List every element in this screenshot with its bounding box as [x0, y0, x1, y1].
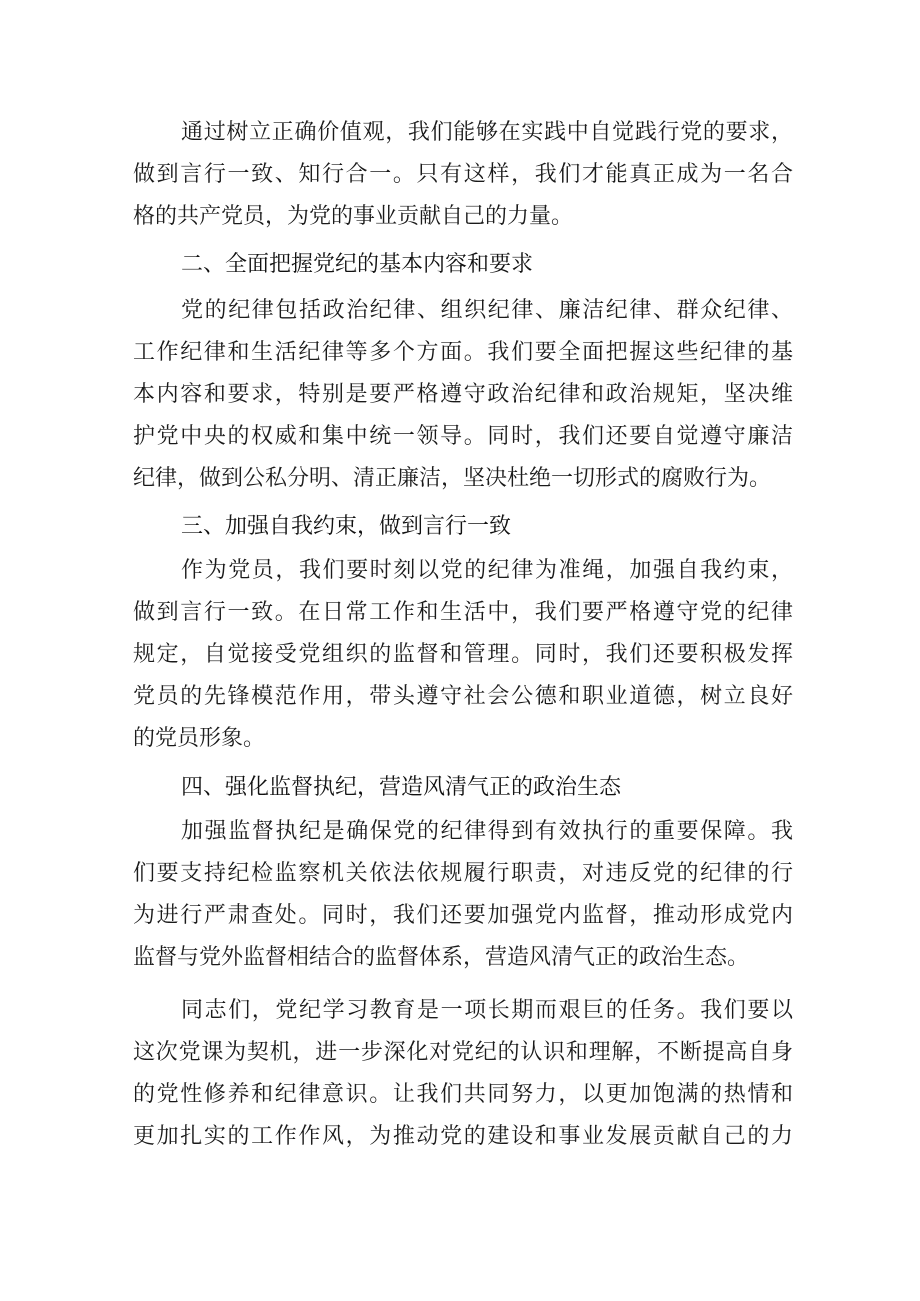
section-heading: 三、加强自我约束，做到言行一致	[181, 514, 512, 539]
paragraph-line: 监督与党外监督相结合的监督体系，营造风清气正的政治生态。	[133, 945, 750, 970]
paragraph-line: 工作纪律和生活纪律等多个方面。我们要全面把握这些纪律的基	[133, 340, 793, 365]
paragraph-line: 纪律，做到公私分明、清正廉洁，坚决杜绝一切形式的腐败行为。	[133, 466, 772, 491]
paragraph-line: 规定，自觉接受党组织的监督和管理。同时，我们还要积极发挥	[133, 642, 793, 667]
paragraph-line: 的党员形象。	[133, 726, 266, 751]
paragraph-line: 加强监督执纪是确保党的纪律得到有效执行的重要保障。我	[181, 819, 793, 844]
paragraph-line: 格的共产党员，为党的事业贡献自己的力量。	[133, 204, 574, 229]
paragraph-line: 做到言行一致。在日常工作和生活中，我们要严格遵守党的纪律	[133, 600, 793, 625]
paragraph-line: 本内容和要求，特别是要严格遵守政治纪律和政治规矩，坚决维	[133, 382, 793, 407]
paragraph-line: 们要支持纪检监察机关依法依规履行职责，对违反党的纪律的行	[133, 861, 793, 886]
paragraph-line: 作为党员，我们要时刻以党的纪律为准绳，加强自我约束，	[181, 558, 793, 583]
paragraph-line: 党的纪律包括政治纪律、组织纪律、廉洁纪律、群众纪律、	[181, 298, 793, 323]
paragraph-line: 党员的先锋模范作用，带头遵守社会公德和职业道德，树立良好	[133, 684, 793, 709]
paragraph-line: 同志们，党纪学习教育是一项长期而艰巨的任务。我们要以	[181, 998, 793, 1023]
paragraph-line: 为进行严肃查处。同时，我们还要加强党内监督，推动形成党内	[133, 903, 793, 928]
paragraph-line: 更加扎实的工作作风，为推动党的建设和事业发展贡献自己的力	[133, 1124, 793, 1149]
paragraph-line: 通过树立正确价值观，我们能够在实践中自觉践行党的要求，	[181, 120, 793, 145]
paragraph-line: 做到言行一致、知行合一。只有这样，我们才能真正成为一名合	[133, 162, 793, 187]
section-heading: 四、强化监督执纪，营造风清气正的政治生态	[181, 775, 622, 800]
paragraph-line: 护党中央的权威和集中统一领导。同时，我们还要自觉遵守廉洁	[133, 424, 793, 449]
section-heading: 二、全面把握党纪的基本内容和要求	[181, 252, 534, 277]
paragraph-line: 这次党课为契机，进一步深化对党纪的认识和理解，不断提高自身	[133, 1040, 793, 1065]
paragraph-line: 的党性修养和纪律意识。让我们共同努力，以更加饱满的热情和	[133, 1082, 793, 1107]
